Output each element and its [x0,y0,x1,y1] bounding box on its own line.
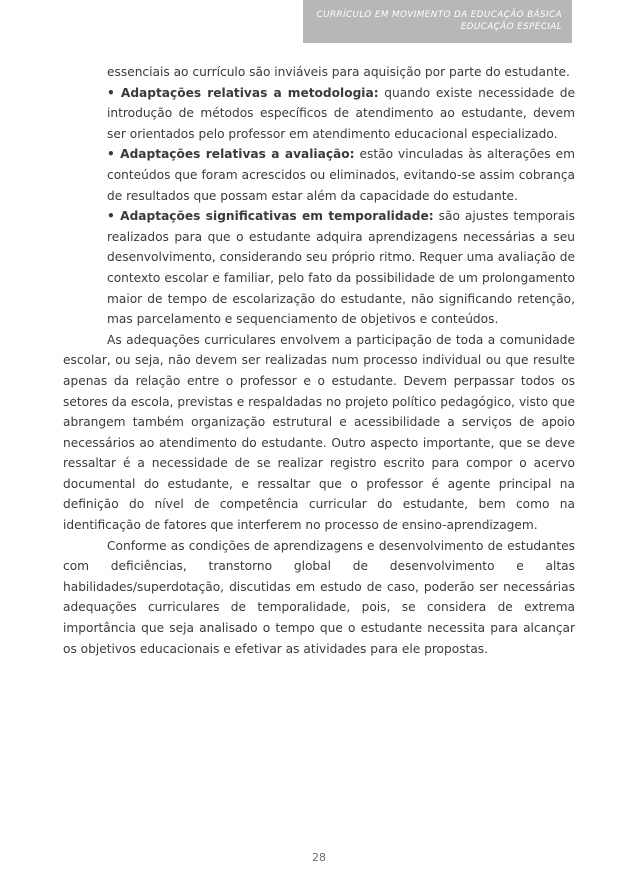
bullet-lead-metodologia: • Adaptações relativas a metodologia: [107,85,379,100]
running-header [303,0,572,43]
bullet-text-temporalidade: são ajustes temporais realizados para que o estudante adquira aprendizagens necessárias a seu desenvolvimento, considerando seu próprio ritmo. Requer uma avaliação de contexto escolar e familiar, pelo fato da possibilidade de um prolongamento maior de tempo de escolarização do estudante, não significando retenção, mas parcelamento e sequenciamento de objetivos e conteúdos. [107,209,575,327]
page-number: 28 [312,851,326,864]
bullet-lead-temporalidade: • Adaptações significativas em temporalidade: [107,209,434,224]
header-title: CURRÍCULO EM MOVIMENTO DA EDUCAÇÃO BÁSICA [316,10,562,20]
bullet-temporalidade [63,206,575,330]
continuation-paragraph: essenciais ao currículo são inviáveis para aquisição por parte do estudante. [107,65,570,79]
body-paragraph-1: As adequações curriculares envolvem a participação de toda a comunidade escolar, ou seja, não devem ser realizadas num processo individual ou que resulte apenas da relação entre o professor e o estudante. Devem perpassar todos os setores da escola, previstas e respaldadas no projeto político pedagógico, visto que abrangem também organização estrutural e acessibilidade a serviços de apoio necessários ao atendimento do estudante. Outro aspecto importante, que se deve ressaltar é a necessidade de se realizar registro escrito para compor o acervo documental do estudante, e ressaltar que o professor é agente principal na definição do nível de competência curricular do estudante, bem como na identificação de fatores que interferem no processo de ensino-aprendizagem. [63,332,575,533]
page-body [63,62,575,659]
bullet-text-metodologia: quando existe necessidade de introdução de métodos específicos de atendimento ao estudante, devem ser orientados pelo professor em atendimento educacional especializado. [107,85,575,141]
bullet-text-avaliacao: estão vinculadas às alterações em conteúdos que foram acrescidos ou eliminados, evitando-se assim cobrança de resultados que possam estar além da capacidade do estudante. [107,147,575,203]
bullet-lead-avaliacao: • Adaptações relativas a avaliação: [107,147,355,162]
bullet-metodologia [63,83,575,145]
bullet-avaliacao [63,144,575,206]
header-subtitle: EDUCAÇÃO ESPECIAL [460,22,562,32]
body-paragraph-2: Conforme as condições de aprendizagens e desenvolvimento de estudantes com deficiências, transtorno global de desenvolvimento e altas habilidades/superdotação, discutidas em estudo de caso, poderão ser necessárias adequações curriculares de temporalidade, pois, se considera de extrema importância que seja analisado o tempo que o estudante necessita para alcançar os objetivos educacionais e efetivar as atividades para ele propostas. [63,538,575,656]
